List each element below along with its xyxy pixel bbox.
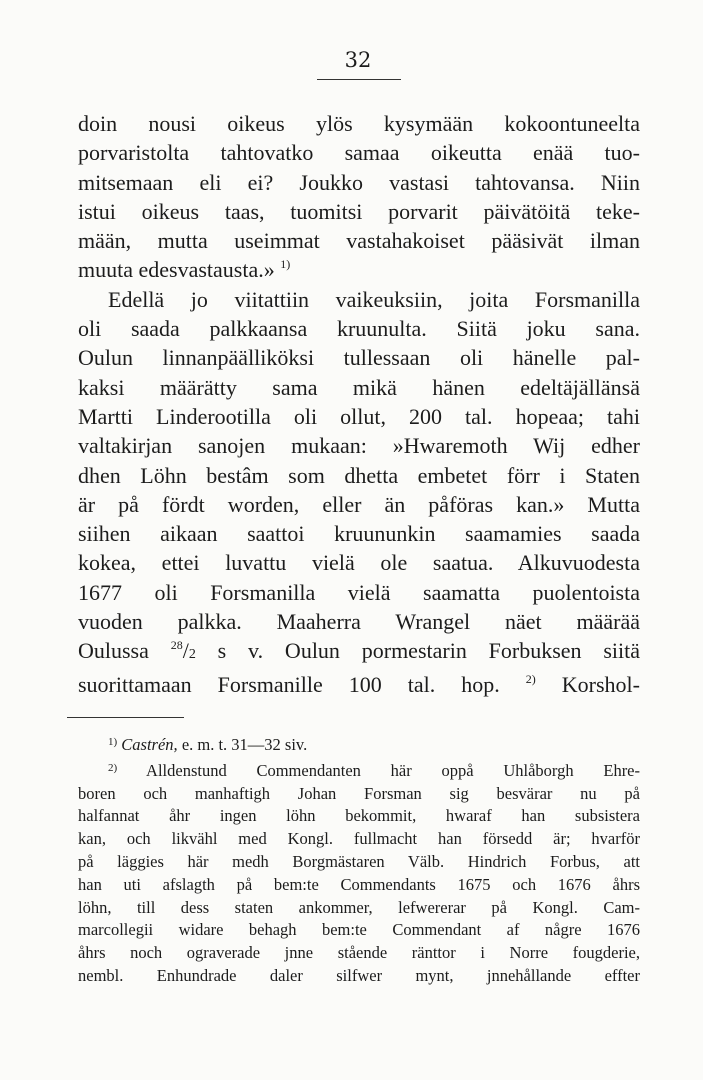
body-line	[78, 636, 640, 669]
body-text	[78, 109, 640, 699]
body-line	[78, 255, 640, 284]
footnote-2-line: marcollegii widare behagh bem:te Commendant af någre 1676	[78, 920, 640, 940]
footnote-2-line: han uti afslagth på bem:te Commendants 1675 och 1676 åhrs	[78, 874, 640, 894]
footnote-ref-1: 1)	[280, 257, 291, 272]
body-line: valtakirjan sanojen mukaan: »Hwaremoth Wij edher	[78, 433, 640, 459]
body-line: porvaristolta tahtovatko samaa oikeutta enää tuo-	[78, 140, 640, 166]
footnote-2-line: halfannat åhr ingen löhn bekommit, hwaraf han subsistera	[78, 806, 640, 826]
body-line: siihen aikaan saattoi kruununkin saamamies saada	[78, 521, 640, 547]
body-line-text: s v. Oulun pormestarin Forbuksen siitä	[195, 638, 641, 664]
page-number: 32	[344, 48, 372, 72]
body-line: mään, mutta useimmat vastahakoiset pääsivät ilman	[78, 228, 640, 254]
body-line: vuoden palkka. Maaherra Wrangel näet määrää	[78, 609, 640, 635]
body-line: mitsemaan eli ei? Joukko vastasi tahtovansa. Niin	[78, 169, 640, 195]
footnote-2-marker: 2)	[108, 761, 118, 774]
footnote-2-line: åhrs noch ograverade jnne stående ränttor i Norre fougderie,	[78, 943, 640, 963]
body-line: istui oikeus taas, tuomitsi porvarit päivätöitä teke-	[78, 198, 640, 224]
footnote-rule	[67, 717, 184, 718]
footnotes	[78, 731, 640, 988]
date-fraction-numerator: 28	[170, 638, 183, 653]
body-line: dhen Löhn bestâm som dhetta embetet förr i Staten	[78, 462, 640, 488]
date-fraction-slash: /	[182, 638, 189, 664]
footnote-2-line: nembl. Enhundrade daler silfwer mynt, jnnehållande effter	[78, 965, 640, 985]
body-line	[78, 670, 640, 699]
footnote-2-text: Alldenstund Commendanten här oppå Uhlåborgh Ehre-	[146, 760, 641, 780]
body-line-text: suorittamaan Forsmanille 100 tal. hop.	[78, 671, 526, 697]
footnote-ref-2: 2)	[525, 671, 536, 686]
body-line: är på fördt worden, eller än påföras kan.» Mutta	[78, 491, 640, 517]
body-line: kaksi määrätty sama mikä hänen edeltäjällänsä	[78, 374, 640, 400]
footnote-2-line: kan, och likvähl med Kongl. fullmacht han försedd är; hvarför	[78, 829, 640, 849]
body-line: oli saada palkkaansa kruunulta. Siitä joku sana.	[78, 316, 640, 342]
body-line: 1677 oli Forsmanilla vielä saamatta puolentoista	[78, 579, 640, 605]
body-line: Martti Linderootilla oli ollut, 200 tal. hopeaa; tahi	[78, 403, 640, 429]
footnote-2-line	[78, 757, 640, 783]
body-line: kokea, ettei luvattu vielä ole saatua. Alkuvuodesta	[78, 550, 640, 576]
body-line: Oulun linnanpäälliköksi tullessaan oli hänelle pal-	[78, 345, 640, 371]
body-line-text: Oulussa	[78, 638, 171, 664]
page-number-rule	[317, 79, 401, 80]
body-line: doin nousi oikeus ylös kysymään kokoontuneelta	[78, 111, 640, 136]
footnote-2-line: på läggies här medh Borgmästaren Välb. Hindrich Forbus, att	[78, 851, 640, 871]
body-line-text: Korshol-	[535, 671, 640, 697]
footnote-1-marker: 1)	[108, 736, 118, 748]
footnote-1	[78, 731, 640, 757]
footnote-2-line: boren och manhaftigh Johan Forsman sig besvärar nu på	[78, 783, 640, 803]
body-line: Edellä jo viitattiin vaikeuksiin, joita Forsmanilla	[108, 286, 640, 312]
body-line-text: muuta edesvastausta.»	[78, 257, 281, 283]
footnote-2-line: löhn, till dess staten ankommer, lefwererar på Kongl. Cam-	[78, 897, 640, 917]
date-fraction-denominator: 2	[188, 647, 196, 663]
footnote-1-author: Castrén,	[121, 735, 178, 754]
footnote-1-text: e. m. t. 31—32 siv.	[177, 735, 308, 754]
